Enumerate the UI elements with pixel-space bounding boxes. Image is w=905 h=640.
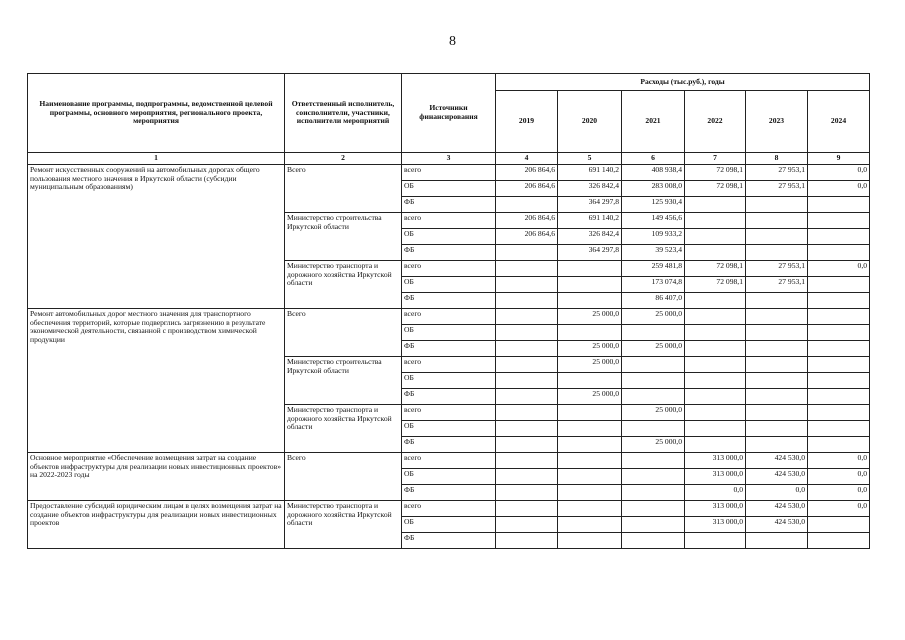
header-year: 2023 bbox=[746, 91, 808, 153]
expense-value bbox=[685, 357, 746, 373]
expense-value bbox=[746, 389, 808, 405]
expense-value bbox=[558, 437, 622, 453]
expense-value bbox=[746, 213, 808, 229]
program-name: Ремонт автомобильных дорог местного значения для транспортного обеспечения территорий, которые подверглись загрязнению в результате экономической деятельности, связанной с производством химической продукции bbox=[28, 309, 285, 453]
expense-value: 0,0 bbox=[808, 453, 870, 469]
expense-value: 364 297,8 bbox=[558, 197, 622, 213]
expense-value bbox=[496, 341, 558, 357]
expense-value bbox=[496, 309, 558, 325]
expense-value: 25 000,0 bbox=[622, 341, 685, 357]
funding-source: ФБ bbox=[402, 245, 496, 261]
expense-value bbox=[622, 469, 685, 485]
expense-value bbox=[496, 357, 558, 373]
expense-value: 27 953,1 bbox=[746, 181, 808, 197]
expense-value: 0,0 bbox=[685, 485, 746, 501]
funding-source: всего bbox=[402, 405, 496, 421]
expense-value: 206 864,6 bbox=[496, 213, 558, 229]
expense-value bbox=[746, 229, 808, 245]
expense-value bbox=[496, 261, 558, 277]
expense-value bbox=[746, 405, 808, 421]
responsible-executor: Министерство транспорта и дорожного хозяйства Иркутской области bbox=[285, 405, 402, 453]
expense-value bbox=[746, 341, 808, 357]
funding-source: ОБ bbox=[402, 181, 496, 197]
expense-value: 691 140,2 bbox=[558, 165, 622, 181]
expense-value bbox=[808, 213, 870, 229]
expense-value: 283 008,0 bbox=[622, 181, 685, 197]
expense-value: 206 864,6 bbox=[496, 181, 558, 197]
expense-value bbox=[558, 485, 622, 501]
program-name: Предоставление субсидий юридическим лицам в целях возмещения затрат на создание объектов инфраструктуры для реализации новых инвестиционных проектов bbox=[28, 501, 285, 549]
expense-value bbox=[808, 309, 870, 325]
expense-value: 25 000,0 bbox=[558, 309, 622, 325]
column-number: 2 bbox=[285, 153, 402, 165]
expense-value: 25 000,0 bbox=[558, 341, 622, 357]
funding-source: всего bbox=[402, 165, 496, 181]
expense-value bbox=[622, 325, 685, 341]
table-row bbox=[28, 501, 870, 517]
expense-value bbox=[746, 357, 808, 373]
expense-value bbox=[685, 197, 746, 213]
table-row bbox=[28, 165, 870, 181]
budget-table bbox=[27, 73, 870, 549]
column-number-row bbox=[28, 153, 870, 165]
expense-value bbox=[746, 437, 808, 453]
responsible-executor: Министерство транспорта и дорожного хозяйства Иркутской области bbox=[285, 501, 402, 549]
expense-value bbox=[496, 517, 558, 533]
expense-value bbox=[685, 293, 746, 309]
funding-source: ОБ bbox=[402, 229, 496, 245]
expense-value: 259 481,8 bbox=[622, 261, 685, 277]
expense-value: 326 842,4 bbox=[558, 229, 622, 245]
column-number: 1 bbox=[28, 153, 285, 165]
expense-value: 424 530,0 bbox=[746, 501, 808, 517]
program-name: Ремонт искусственных сооружений на автомобильных дорогах общего пользования местного значения в Иркутской области (субсидии муниципальным образованиям) bbox=[28, 165, 285, 309]
expense-value: 691 140,2 bbox=[558, 213, 622, 229]
expense-value bbox=[808, 421, 870, 437]
expense-value bbox=[558, 469, 622, 485]
expense-value bbox=[496, 405, 558, 421]
expense-value: 408 938,4 bbox=[622, 165, 685, 181]
expense-value bbox=[496, 197, 558, 213]
expense-value: 72 098,1 bbox=[685, 181, 746, 197]
expense-value bbox=[808, 357, 870, 373]
expense-value bbox=[496, 453, 558, 469]
expense-value: 424 530,0 bbox=[746, 517, 808, 533]
expense-value bbox=[558, 373, 622, 389]
expense-value bbox=[746, 309, 808, 325]
expense-value bbox=[746, 533, 808, 549]
expense-value: 86 407,0 bbox=[622, 293, 685, 309]
header-year: 2024 bbox=[808, 91, 870, 153]
column-number: 4 bbox=[496, 153, 558, 165]
expense-value: 0,0 bbox=[808, 165, 870, 181]
expense-value bbox=[622, 357, 685, 373]
funding-source: ОБ bbox=[402, 421, 496, 437]
expense-value: 206 864,6 bbox=[496, 229, 558, 245]
expense-value bbox=[808, 325, 870, 341]
expense-value bbox=[558, 325, 622, 341]
expense-value bbox=[808, 373, 870, 389]
expense-value bbox=[808, 293, 870, 309]
header-expenses: Расходы (тыс.руб.), годы bbox=[496, 74, 870, 91]
expense-value bbox=[496, 389, 558, 405]
expense-value bbox=[558, 533, 622, 549]
expense-value bbox=[496, 421, 558, 437]
expense-value bbox=[685, 341, 746, 357]
expense-value: 25 000,0 bbox=[622, 405, 685, 421]
responsible-executor: Министерство строительства Иркутской области bbox=[285, 213, 402, 261]
expense-value bbox=[685, 389, 746, 405]
expense-value bbox=[746, 293, 808, 309]
expense-value bbox=[685, 405, 746, 421]
header-name: Наименование программы, подпрограммы, ведомственной целевой программы, основного мероприятия, регионального проекта, мероприятия bbox=[28, 74, 285, 153]
expense-value bbox=[808, 197, 870, 213]
column-number: 8 bbox=[746, 153, 808, 165]
expense-value bbox=[622, 485, 685, 501]
expense-value bbox=[558, 501, 622, 517]
expense-value: 25 000,0 bbox=[622, 309, 685, 325]
expense-value bbox=[685, 245, 746, 261]
expense-value: 27 953,1 bbox=[746, 165, 808, 181]
expense-value: 125 930,4 bbox=[622, 197, 685, 213]
expense-value: 149 456,6 bbox=[622, 213, 685, 229]
expense-value bbox=[746, 421, 808, 437]
funding-source: всего bbox=[402, 453, 496, 469]
responsible-executor: Всего bbox=[285, 453, 402, 501]
expense-value bbox=[496, 373, 558, 389]
funding-source: всего bbox=[402, 213, 496, 229]
expense-value bbox=[558, 261, 622, 277]
funding-source: всего bbox=[402, 357, 496, 373]
expense-value bbox=[685, 229, 746, 245]
expense-value bbox=[558, 293, 622, 309]
expense-value bbox=[808, 245, 870, 261]
expense-value bbox=[558, 421, 622, 437]
page-number: 8 bbox=[449, 34, 456, 49]
expense-value bbox=[622, 533, 685, 549]
expense-value: 0,0 bbox=[746, 485, 808, 501]
expense-value: 109 933,2 bbox=[622, 229, 685, 245]
expense-value bbox=[496, 437, 558, 453]
expense-value bbox=[496, 469, 558, 485]
responsible-executor: Всего bbox=[285, 309, 402, 357]
expense-value bbox=[808, 277, 870, 293]
expense-value: 0,0 bbox=[808, 501, 870, 517]
expense-value bbox=[622, 421, 685, 437]
expense-value: 173 074,8 bbox=[622, 277, 685, 293]
funding-source: ОБ bbox=[402, 373, 496, 389]
expense-value: 27 953,1 bbox=[746, 277, 808, 293]
expense-value: 313 000,0 bbox=[685, 453, 746, 469]
expense-value: 0,0 bbox=[808, 181, 870, 197]
expense-value bbox=[746, 197, 808, 213]
expense-value: 39 523,4 bbox=[622, 245, 685, 261]
funding-source: ФБ bbox=[402, 197, 496, 213]
expense-value bbox=[622, 453, 685, 469]
expense-value bbox=[685, 373, 746, 389]
expense-value bbox=[685, 213, 746, 229]
column-number: 7 bbox=[685, 153, 746, 165]
expense-value bbox=[496, 245, 558, 261]
column-number: 5 bbox=[558, 153, 622, 165]
funding-source: ОБ bbox=[402, 325, 496, 341]
column-number: 3 bbox=[402, 153, 496, 165]
funding-source: ФБ bbox=[402, 341, 496, 357]
expense-value bbox=[685, 533, 746, 549]
funding-source: ОБ bbox=[402, 469, 496, 485]
expense-value bbox=[808, 405, 870, 421]
funding-source: ФБ bbox=[402, 293, 496, 309]
expense-value: 0,0 bbox=[808, 469, 870, 485]
expense-value bbox=[808, 229, 870, 245]
funding-source: всего bbox=[402, 309, 496, 325]
header-responsible: Ответственный исполнитель, соисполнители, участники, исполнители мероприятий bbox=[285, 74, 402, 153]
funding-source: ФБ bbox=[402, 533, 496, 549]
expense-value bbox=[496, 293, 558, 309]
header-year: 2022 bbox=[685, 91, 746, 153]
expense-value bbox=[558, 405, 622, 421]
header-year: 2021 bbox=[622, 91, 685, 153]
expense-value bbox=[808, 437, 870, 453]
expense-value bbox=[622, 517, 685, 533]
header-sources: Источники финансирования bbox=[402, 74, 496, 153]
expense-value: 0,0 bbox=[808, 485, 870, 501]
responsible-executor: Министерство транспорта и дорожного хозяйства Иркутской области bbox=[285, 261, 402, 309]
table-row bbox=[28, 453, 870, 469]
expense-value bbox=[496, 325, 558, 341]
expense-value bbox=[685, 421, 746, 437]
expense-value bbox=[496, 485, 558, 501]
funding-source: всего bbox=[402, 261, 496, 277]
expense-value bbox=[808, 517, 870, 533]
expense-value bbox=[746, 325, 808, 341]
expense-value bbox=[558, 277, 622, 293]
responsible-executor: Всего bbox=[285, 165, 402, 213]
header-year: 2020 bbox=[558, 91, 622, 153]
funding-source: ОБ bbox=[402, 517, 496, 533]
expense-value: 313 000,0 bbox=[685, 517, 746, 533]
expense-value bbox=[685, 325, 746, 341]
expense-value bbox=[496, 277, 558, 293]
expense-value: 313 000,0 bbox=[685, 469, 746, 485]
column-number: 9 bbox=[808, 153, 870, 165]
funding-source: ФБ bbox=[402, 485, 496, 501]
expense-value bbox=[496, 533, 558, 549]
expense-value: 364 297,8 bbox=[558, 245, 622, 261]
expense-value: 25 000,0 bbox=[622, 437, 685, 453]
expense-value: 206 864,6 bbox=[496, 165, 558, 181]
expense-value bbox=[622, 389, 685, 405]
expense-value: 72 098,1 bbox=[685, 277, 746, 293]
funding-source: ФБ bbox=[402, 389, 496, 405]
expense-value bbox=[746, 373, 808, 389]
expense-value: 424 530,0 bbox=[746, 469, 808, 485]
expense-value: 0,0 bbox=[808, 261, 870, 277]
expense-value bbox=[496, 501, 558, 517]
header-year: 2019 bbox=[496, 91, 558, 153]
expense-value bbox=[808, 341, 870, 357]
funding-source: ОБ bbox=[402, 277, 496, 293]
responsible-executor: Министерство строительства Иркутской области bbox=[285, 357, 402, 405]
expense-value bbox=[808, 389, 870, 405]
table-row bbox=[28, 309, 870, 325]
expense-value bbox=[622, 373, 685, 389]
expense-value bbox=[622, 501, 685, 517]
expense-value: 25 000,0 bbox=[558, 357, 622, 373]
program-name: Основное мероприятие «Обеспечение возмещения затрат на создание объектов инфраструктуры для реализации новых инвестиционных проектов» на 2022-2023 годы bbox=[28, 453, 285, 501]
expense-value bbox=[746, 245, 808, 261]
expense-value: 27 953,1 bbox=[746, 261, 808, 277]
expense-value bbox=[808, 533, 870, 549]
expense-value: 424 530,0 bbox=[746, 453, 808, 469]
expense-value bbox=[685, 309, 746, 325]
funding-source: всего bbox=[402, 501, 496, 517]
expense-value: 326 842,4 bbox=[558, 181, 622, 197]
expense-value: 25 000,0 bbox=[558, 389, 622, 405]
expense-value: 313 000,0 bbox=[685, 501, 746, 517]
expense-value bbox=[558, 453, 622, 469]
expense-value: 72 098,1 bbox=[685, 165, 746, 181]
expense-value bbox=[558, 517, 622, 533]
expense-value: 72 098,1 bbox=[685, 261, 746, 277]
column-number: 6 bbox=[622, 153, 685, 165]
funding-source: ФБ bbox=[402, 437, 496, 453]
expense-value bbox=[685, 437, 746, 453]
